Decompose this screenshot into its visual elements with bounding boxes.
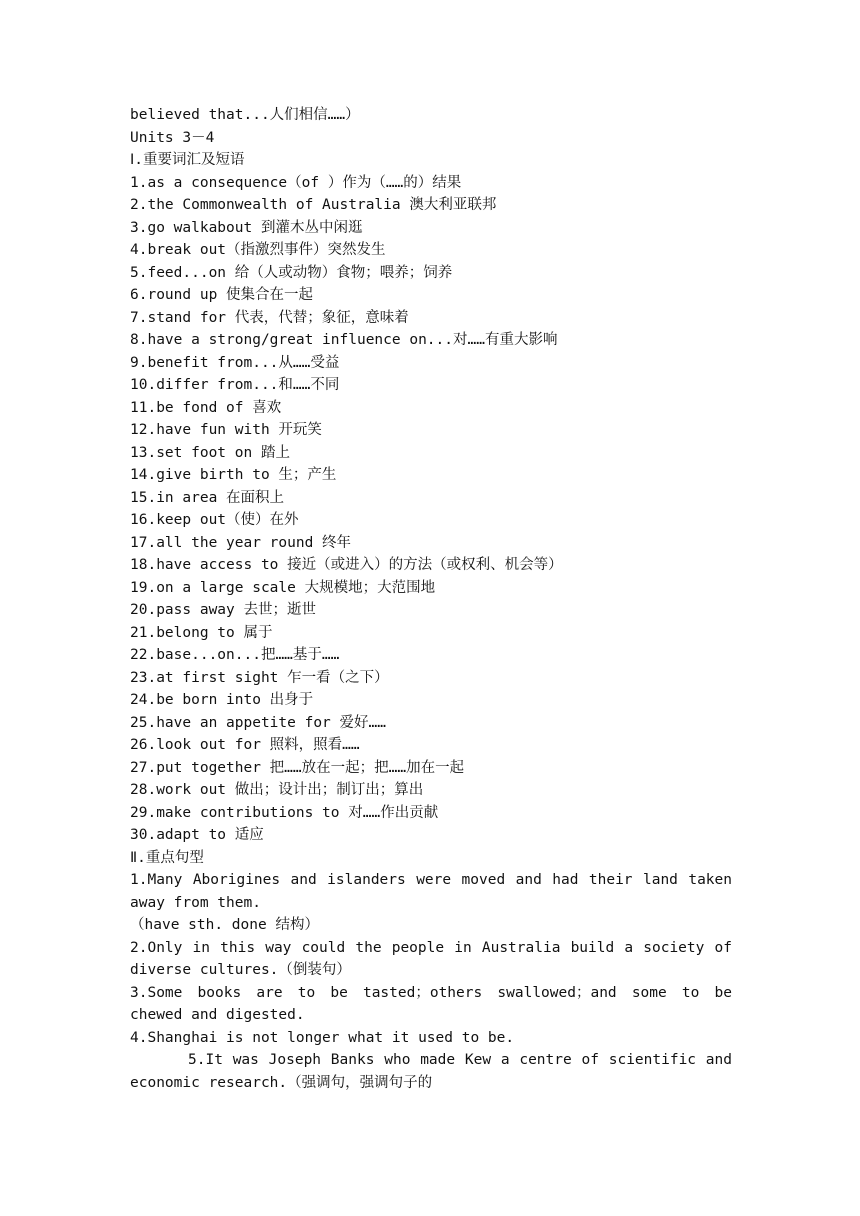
phrase-item: 19.on a large scale 大规模地；大范围地	[130, 579, 436, 596]
phrase-item: 2.the Commonwealth of Australia 澳大利亚联邦	[130, 197, 497, 213]
sentence-item: 4.Shanghai is not longer what it used to be.	[130, 1029, 515, 1046]
sentence-item: 3.Some books are to be tasted；others swallowed；and some to be chewed and digested.	[130, 984, 732, 1023]
phrase-item: 13.set foot on 踏上	[130, 444, 290, 461]
phrase-item: 6.round up 使集合在一起	[130, 287, 314, 303]
phrase-item: 30.adapt to 适应	[130, 827, 264, 843]
sentence-list	[130, 869, 732, 1094]
phrase-item: 22.base...on...把……基于……	[130, 647, 340, 663]
phrase-item: 9.benefit from...从……受益	[130, 354, 340, 371]
phrase-item: 16.keep out（使）在外	[130, 512, 299, 528]
phrase-item: 26.look out for 照料，照看……	[130, 737, 360, 753]
phrase-item: 25.have an appetite for 爱好……	[130, 714, 386, 731]
phrase-item: 4.break out（指激烈事件）突然发生	[130, 242, 386, 258]
phrase-item: 29.make contributions to 对……作出贡献	[130, 804, 439, 821]
sentence-item: 2.Only in this way could the people in Australia build a society of diverse cultures.（倒装句）	[130, 939, 732, 978]
phrase-item: 11.be fond of 喜欢	[130, 399, 282, 416]
phrase-item: 28.work out 做出；设计出；制订出；算出	[130, 782, 424, 798]
phrase-item: 10.differ from...和……不同	[130, 377, 340, 393]
phrase-item: 5.feed...on 给（人或动物）食物；喂养；饲养	[130, 264, 453, 281]
intro-line: believed that...人们相信……）	[130, 107, 360, 123]
phrase-item: 17.all the year round 终年	[130, 534, 352, 551]
phrase-item: 24.be born into 出身于	[130, 692, 314, 708]
section-heading-vocabulary: Ⅰ.重要词汇及短语	[130, 152, 245, 168]
phrase-item: 3.go walkabout 到灌木丛中闲逛	[130, 219, 363, 236]
sentence-note: （have sth. done 结构）	[130, 917, 319, 933]
phrase-item: 23.at first sight 乍一看（之下）	[130, 669, 389, 686]
sentence-item: 1.Many Aborigines and islanders were moved and had their land taken away from them.	[130, 872, 732, 911]
unit-title: Units 3－4	[130, 129, 215, 146]
section-heading-sentences: Ⅱ.重点句型	[130, 849, 204, 866]
phrase-item: 21.belong to 属于	[130, 624, 273, 641]
phrase-item: 12.have fun with 开玩笑	[130, 422, 322, 438]
phrase-item: 20.pass away 去世；逝世	[130, 602, 316, 618]
phrase-item: 15.in area 在面积上	[130, 489, 285, 506]
phrase-list	[130, 172, 732, 847]
phrase-item: 14.give birth to 生；产生	[130, 467, 337, 483]
phrase-item: 7.stand for 代表，代替；象征，意味着	[130, 309, 409, 326]
phrase-item: 1.as a consequence（of ）作为（……的）结果	[130, 174, 462, 191]
phrase-item: 8.have a strong/great influence on...对……有重大影响	[130, 332, 558, 348]
sentence-item: 5.It was Joseph Banks who made Kew a centre of scientific and economic research.（强调句，强调句子的	[130, 1052, 732, 1091]
phrase-item: 18.have access to 接近（或进入）的方法（或权利、机会等）	[130, 557, 563, 573]
phrase-item: 27.put together 把……放在一起；把……加在一起	[130, 759, 465, 776]
document-page	[130, 104, 732, 1094]
